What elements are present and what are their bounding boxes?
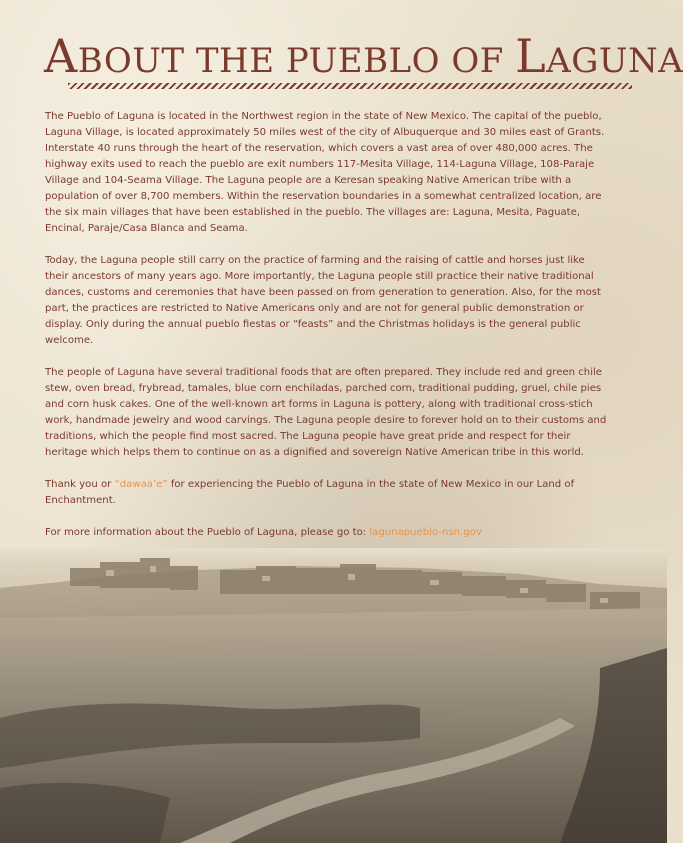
paragraph-thanks	[45, 477, 610, 509]
paragraph-info	[45, 525, 610, 541]
info-before: For more information about the Pueblo of Laguna, please go to:	[45, 527, 370, 538]
title-underline-rule	[68, 83, 632, 89]
paragraph-traditions: Today, the Laguna people still carry on the practice of farming and the raising of cattle and horses just like their ancestors of many years ago. More importantly, the Laguna people still practice their native traditional dances, customs and ceremonies that have been passed on from generation to generation. Also, for the most part, the practices are restricted to Native Americans only and are not for general public demonstration or display. Only during the annual pueblo fiestas or “feasts” and the Christmas holidays is the general public welcome.	[45, 255, 601, 346]
thanks-word: “dawaa’e”	[114, 479, 168, 490]
body-text	[45, 109, 610, 557]
thanks-before: Thank you or	[45, 479, 115, 490]
thanks-after: for experiencing the Pueblo of Laguna in the state of New Mexico in our Land of Enchantment.	[45, 479, 575, 506]
title-tail: AGUNA	[546, 41, 683, 81]
pueblo-village-photo	[0, 548, 667, 843]
title-rest: BOUT THE PUEBLO OF	[77, 41, 516, 81]
paragraph-foods-art: The people of Laguna have several traditional foods that are often prepared. They include red and green chile stew, oven bread, frybread, tamales, blue corn enchiladas, parched corn, traditional pudding, gruel, chile pies and corn husk cakes. One of the well-known art forms in Laguna is pottery, along with traditional cross-stich work, handmade jewelry and wood carvings. The Laguna people desire to forever hold on to their customs and traditions, which the people find most sacred. The Laguna people have great pride and respect for their heritage which helps them to continue on as a dignified and sovereign Native American tribe in this world.	[45, 367, 607, 458]
title-first-letter: A	[44, 29, 78, 83]
title-block	[44, 29, 683, 89]
paragraph-location: The Pueblo of Laguna is located in the Northwest region in the state of New Mexico. The capital of the pueblo, Laguna Village, is located approximately 50 miles west of the city of Albuquerque and 30 miles east of Grants. Interstate 40 runs through the heart of the reservation, which covers a vast area of over 480,000 acres. The highway exits used to reach the pueblo are exit numbers 117-Mesita Village, 114-Laguna Village, 108-Paraje Village and 104-Seama Village. The Laguna people are a Keresan speaking Native American tribe with a population of over 8,700 members. Within the reservation boundaries in a somewhat centralized location, are the six main villages that have been established in the pueblo. The villages are: Laguna, Mesita, Paguate, Encinal, Paraje/Casa Blanca and Seama.	[45, 111, 605, 234]
page-title	[44, 29, 683, 83]
website-link[interactable]: lagunapueblo-nsn.gov	[369, 527, 482, 538]
title-second-cap: L	[515, 29, 547, 83]
